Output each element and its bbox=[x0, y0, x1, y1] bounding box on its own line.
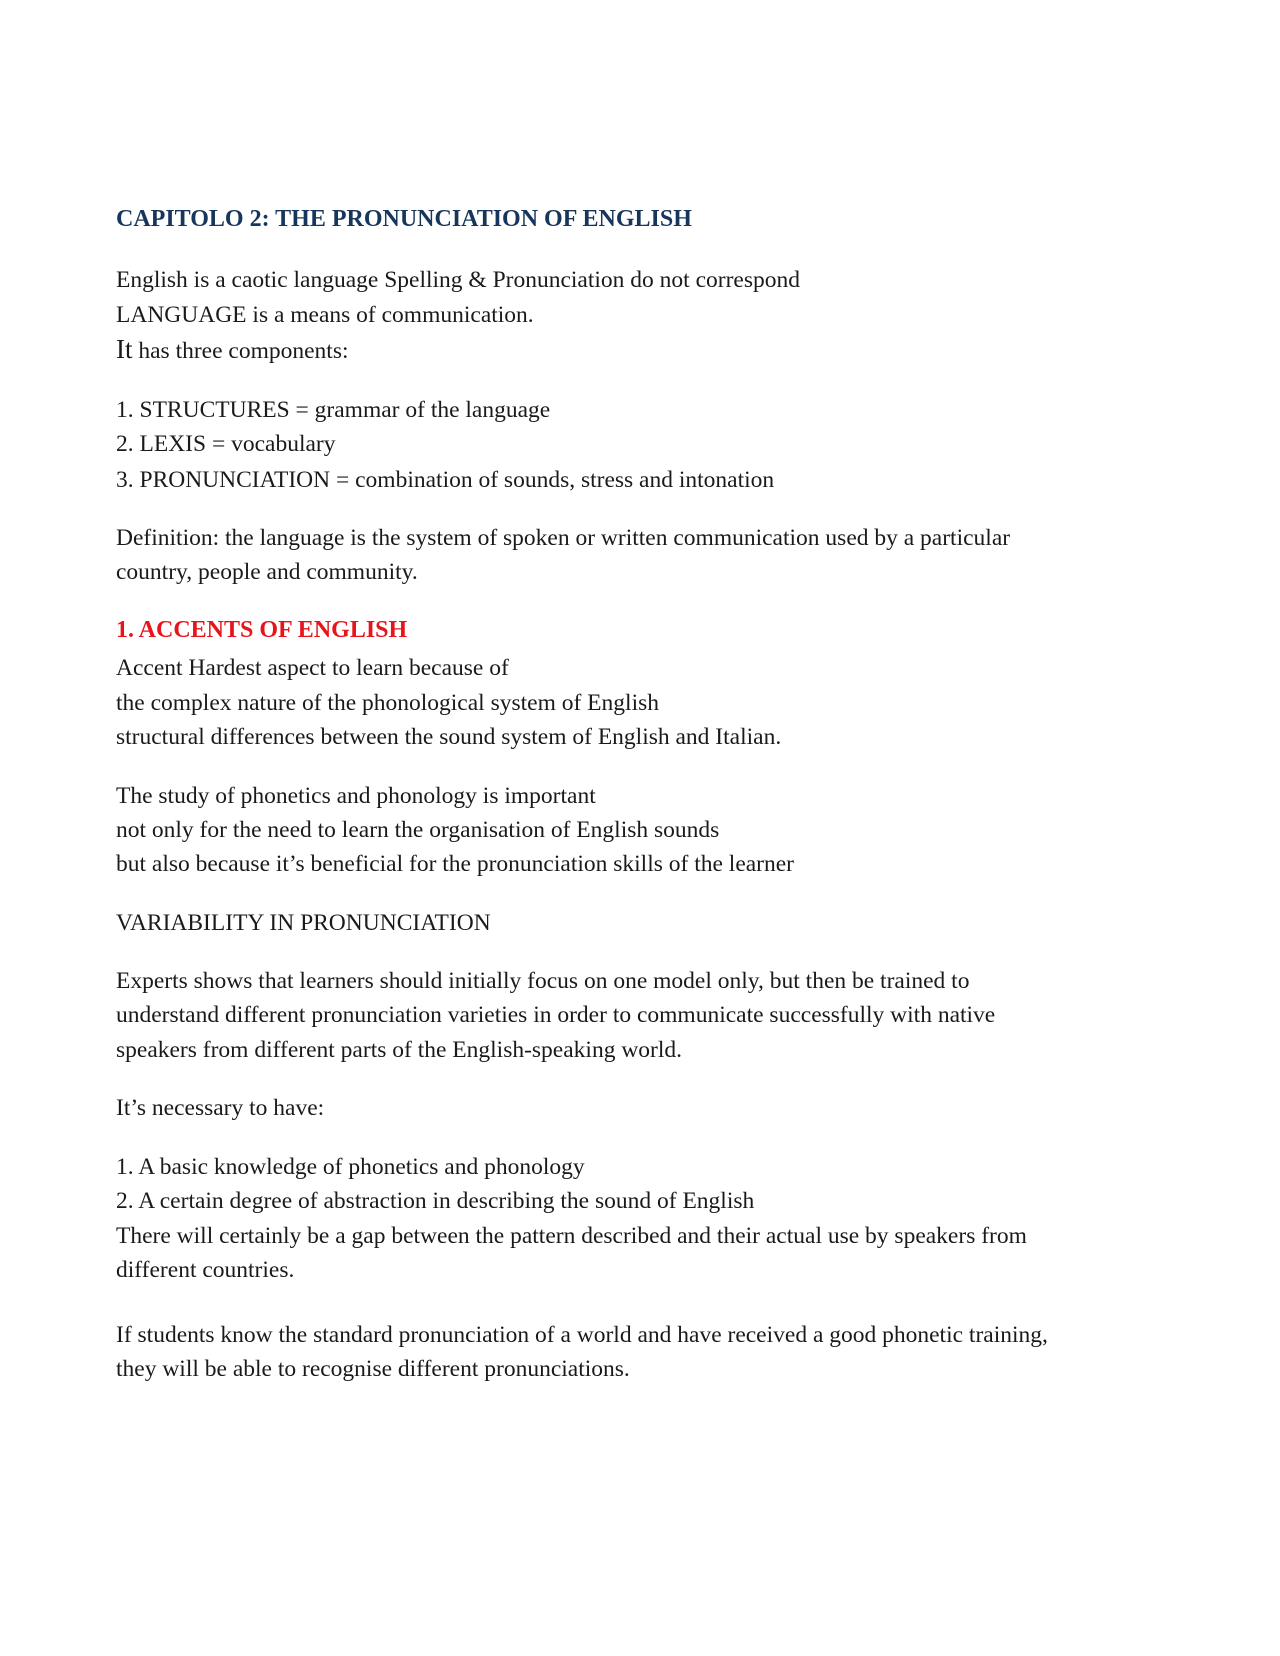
intro-line-2: LANGUAGE is a means of communication. bbox=[116, 302, 534, 328]
components-lead-it: It bbox=[116, 334, 133, 364]
study-line-3: but also because it’s beneficial for the pronunciation skills of the learner bbox=[116, 851, 795, 877]
component-item-1: 1. STRUCTURES = grammar of the language bbox=[116, 397, 551, 423]
accent-line-3: structural differences between the sound system of English and Italian. bbox=[116, 724, 782, 750]
component-item-2: 2. LEXIS = vocabulary bbox=[116, 431, 336, 457]
necessary-item-1: 1. A basic knowledge of phonetics and phonology bbox=[116, 1154, 585, 1180]
necessary-line-3: There will certainly be a gap between the pattern described and their actual use by speakers from bbox=[116, 1223, 1027, 1249]
accent-line-2: the complex nature of the phonological system of English bbox=[116, 690, 659, 716]
page-title: CAPITOLO 2: THE PRONUNCIATION OF ENGLISH bbox=[116, 206, 692, 232]
experts-line-2: understand different pronunciation varieties in order to communicate successfully with native bbox=[116, 1002, 996, 1028]
study-line-2: not only for the need to learn the organisation of English sounds bbox=[116, 817, 720, 843]
section-title-accents: 1. ACCENTS OF ENGLISH bbox=[116, 617, 408, 643]
study-line-1: The study of phonetics and phonology is important bbox=[116, 783, 596, 809]
experts-line-3: speakers from different parts of the English-speaking world. bbox=[116, 1037, 683, 1063]
accent-line-1: Accent Hardest aspect to learn because of bbox=[116, 655, 509, 681]
necessary-item-2: 2. A certain degree of abstraction in describing the sound of English bbox=[116, 1188, 755, 1214]
necessary-lead: It’s necessary to have: bbox=[116, 1095, 325, 1121]
components-lead bbox=[116, 334, 349, 366]
variability-heading: VARIABILITY IN PRONUNCIATION bbox=[116, 910, 491, 936]
component-item-3: 3. PRONUNCIATION = combination of sounds, stress and intonation bbox=[116, 467, 775, 493]
definition-line-1: Definition: the language is the system of spoken or written communication used by a particular bbox=[116, 525, 1011, 551]
necessary-line-4: different countries. bbox=[116, 1257, 295, 1283]
intro-line-1: English is a caotic language Spelling & Pronunciation do not correspond bbox=[116, 267, 800, 293]
students-line-1: If students know the standard pronunciation of a world and have received a good phonetic training, bbox=[116, 1322, 1048, 1348]
students-line-2: they will be able to recognise different pronunciations. bbox=[116, 1356, 630, 1382]
experts-line-1: Experts shows that learners should initially focus on one model only, but then be trained to bbox=[116, 968, 970, 994]
components-lead-rest: has three components: bbox=[132, 338, 349, 364]
definition-line-2: country, people and community. bbox=[116, 559, 418, 585]
